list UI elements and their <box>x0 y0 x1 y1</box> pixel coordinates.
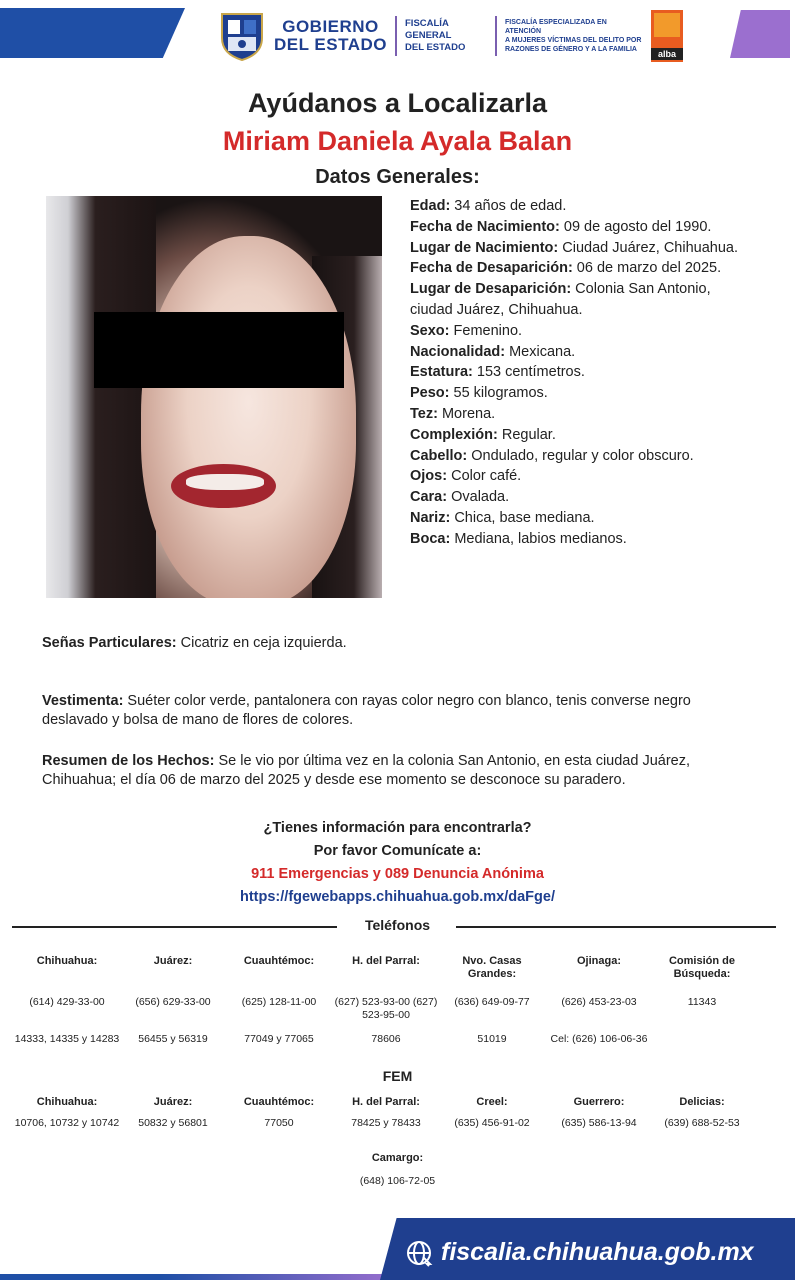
fact-row <box>410 196 740 217</box>
phone-cell: 10706, 10732 y 10742 <box>14 1117 120 1129</box>
fact-value: 153 centímetros. <box>472 364 585 381</box>
telefonos-row <box>12 1033 787 1046</box>
phone-cell: 50832 y 56801 <box>138 1117 208 1129</box>
resumen-value: Se le vio por última vez en la colonia San Antonio, en esta ciudad Juárez, Chihuahua; el día 06 de marzo del 2025 y desde ese momento se desconoce su paradero. <box>42 753 691 788</box>
phone-cell: (636) 649-09-77 <box>454 996 530 1008</box>
fact-label: Nariz: <box>410 509 451 526</box>
fact-value: 09 de agosto del 1990. <box>559 218 712 235</box>
extension-cell: Cel: (626) 106-06-36 <box>550 1033 648 1045</box>
fact-value: Mediana, labios medianos. <box>450 530 627 547</box>
gobierno-line2: DEL ESTADO <box>274 35 387 54</box>
fact-label: Lugar de Nacimiento: <box>410 239 559 256</box>
office-header: Juárez: <box>153 1096 193 1108</box>
fem-line2: A MUJERES VÍCTIMAS DEL DELITO POR <box>505 37 642 44</box>
fiscalia-line1: FISCALÍA GENERAL <box>405 18 452 41</box>
office-header: Chihuahua: <box>36 955 98 967</box>
office-header: H. del Parral: <box>352 955 420 967</box>
phone-cell: 77050 <box>264 1117 294 1129</box>
fact-label: Edad: <box>410 198 451 214</box>
fact-row <box>410 466 740 487</box>
fact-label: Boca: <box>410 530 451 547</box>
fact-value: Regular. <box>497 426 556 443</box>
footer-url-text: fiscalia.chihuahua.gob.mx <box>441 1238 754 1266</box>
fact-value: 06 de marzo del 2025. <box>572 260 722 277</box>
office-header: Comisión de Búsqueda: <box>668 955 735 980</box>
photo-face <box>141 236 356 598</box>
fact-label: Nacionalidad: <box>410 343 506 360</box>
fact-value: Ciudad Juárez, Chihuahua. <box>558 239 739 256</box>
telefonos-title: Teléfonos <box>364 917 431 933</box>
fact-value: 55 kilogramos. <box>449 385 548 402</box>
vestimenta-label: Vestimenta: <box>42 693 124 709</box>
office-header: Juárez: <box>153 955 193 967</box>
extension-cell: 56455 y 56319 <box>138 1033 208 1045</box>
phone-cell: 11343 <box>687 996 717 1008</box>
fact-row <box>410 404 740 425</box>
alba-logo-mark <box>654 13 680 37</box>
fact-row <box>410 383 740 404</box>
fact-label: Fecha de Desaparición: <box>410 260 573 277</box>
fact-label: Complexión: <box>410 426 498 443</box>
alba-label: alba <box>651 48 683 60</box>
extension-cell: 14333, 14335 y 14283 <box>14 1033 120 1045</box>
general-data-list <box>410 196 740 550</box>
missing-person-photo <box>46 196 382 598</box>
gobierno-logo-text <box>274 18 387 54</box>
camargo-phone: (648) 106-72-05 <box>359 1175 436 1187</box>
office-header: Cuauhtémoc: <box>243 1096 315 1108</box>
fem-line3: RAZONES DE GÉNERO Y A LA FAMILIA <box>505 46 637 53</box>
fiscalia-line2: DEL ESTADO <box>405 42 466 53</box>
fact-value: Colonia San Antonio, ciudad Juárez, Chihuahua. <box>410 281 711 318</box>
camargo-label: Camargo: <box>371 1152 424 1164</box>
phone-cell: (656) 629-33-00 <box>135 996 211 1008</box>
telefonos-headers <box>12 955 787 981</box>
fact-value: Ondulado, regular y color obscuro. <box>467 447 694 464</box>
fact-value: Mexicana. <box>505 343 576 360</box>
fact-row <box>410 362 740 383</box>
cta-emergency: 911 Emergencias y 089 Denuncia Anónima <box>251 866 544 882</box>
header-right-band <box>730 10 790 58</box>
fact-row <box>410 487 740 508</box>
office-header: Cuauhtémoc: <box>243 955 315 967</box>
page-title: Ayúdanos a Localizarla <box>247 88 548 118</box>
vestimenta <box>42 692 742 730</box>
telefonos-row <box>12 996 787 1022</box>
fact-row <box>410 279 740 321</box>
fact-label: Peso: <box>410 385 450 402</box>
fiscalia-logo-text <box>405 18 487 54</box>
logo-divider <box>495 16 497 56</box>
footer-website[interactable] <box>405 1238 754 1267</box>
censor-bar <box>94 312 344 388</box>
office-header: Guerrero: <box>573 1096 625 1108</box>
cta-link[interactable]: https://fgewebapps.chihuahua.gob.mx/daFge/ <box>240 889 555 905</box>
header-left-band <box>0 8 185 58</box>
fact-row <box>410 238 740 259</box>
section-heading: Datos Generales: <box>315 166 480 188</box>
cta-question: ¿Tienes información para encontrarla? <box>263 820 532 836</box>
extension-cell: 78606 <box>371 1033 401 1045</box>
fact-value: Chica, base mediana. <box>450 509 595 526</box>
extension-cell: 77049 y 77065 <box>244 1033 314 1045</box>
fact-label: Ojos: <box>410 468 448 485</box>
fact-label: Cara: <box>410 489 448 506</box>
globe-icon <box>405 1239 433 1267</box>
fact-row <box>410 342 740 363</box>
phone-cell: 78425 y 78433 <box>351 1117 421 1129</box>
office-header: Chihuahua: <box>36 1096 98 1108</box>
fact-label: Cabello: <box>410 447 468 464</box>
fact-label: Fecha de Nacimiento: <box>410 218 560 235</box>
phone-cell: (614) 429-33-00 <box>29 996 105 1008</box>
phone-cell: (635) 456-91-02 <box>454 1117 530 1129</box>
fact-label: Estatura: <box>410 364 473 381</box>
photo-teeth <box>186 474 264 490</box>
extension-cell: 51019 <box>477 1033 507 1045</box>
fem-headers <box>12 1096 787 1109</box>
phone-cell: (625) 128-11-00 <box>241 996 317 1008</box>
alba-logo <box>651 10 683 62</box>
fact-label: Sexo: <box>410 322 450 339</box>
office-header: Nvo. Casas Grandes: <box>462 955 522 980</box>
phone-cell: (627) 523-93-00 (627) 523-95-00 <box>334 996 438 1021</box>
photo-hair-left <box>46 196 156 598</box>
header-logos <box>218 8 683 64</box>
office-header: Ojinaga: <box>576 955 621 967</box>
fem-title: FEM <box>382 1068 413 1084</box>
phone-cell: (635) 586-13-94 <box>561 1117 637 1129</box>
senas-particulares <box>42 634 742 653</box>
fact-row <box>410 217 740 238</box>
senas-label: Señas Particulares: <box>42 635 177 651</box>
fem-row <box>12 1117 787 1130</box>
resumen-label: Resumen de los Hechos: <box>42 753 215 769</box>
gobierno-line1: GOBIERNO <box>282 17 379 36</box>
phone-cell: (626) 453-23-03 <box>561 996 637 1008</box>
fact-value: Color café. <box>447 468 522 485</box>
fem-line1: FISCALÍA ESPECIALIZADA EN ATENCIÓN <box>505 19 607 35</box>
senas-value: Cicatriz en ceja izquierda. <box>176 635 347 651</box>
missing-person-name: Miriam Daniela Ayala Balan <box>222 126 573 156</box>
fact-row <box>410 258 740 279</box>
logo-divider <box>395 16 397 56</box>
state-shield-icon <box>218 10 266 62</box>
fact-row <box>410 446 740 467</box>
vestimenta-value: Suéter color verde, pantalonera con rayas color negro con blanco, tenis converse negro deslavado y bolsa de mano de flores de colores. <box>42 693 691 728</box>
fact-row <box>410 508 740 529</box>
office-header: H. del Parral: <box>352 1096 420 1108</box>
footer-strip <box>0 1274 400 1280</box>
office-header: Delicias: <box>679 1096 725 1108</box>
fact-label: Lugar de Desaparición: <box>410 281 572 298</box>
fact-value: Morena. <box>437 405 496 422</box>
phone-cell: (639) 688-52-53 <box>664 1117 740 1129</box>
cta-please: Por favor Comunícate a: <box>313 843 482 859</box>
fact-row <box>410 529 740 550</box>
resumen-hechos <box>42 752 742 790</box>
office-header: Creel: <box>476 1096 508 1108</box>
fact-label: Tez: <box>410 405 438 422</box>
fact-row <box>410 321 740 342</box>
extension-cell <box>652 1033 752 1046</box>
fact-row <box>410 425 740 446</box>
fem-logo-text <box>505 18 643 54</box>
fact-value: Ovalada. <box>447 489 510 506</box>
fact-value: 34 años de edad. <box>450 198 567 214</box>
fact-value: Femenino. <box>449 322 523 339</box>
